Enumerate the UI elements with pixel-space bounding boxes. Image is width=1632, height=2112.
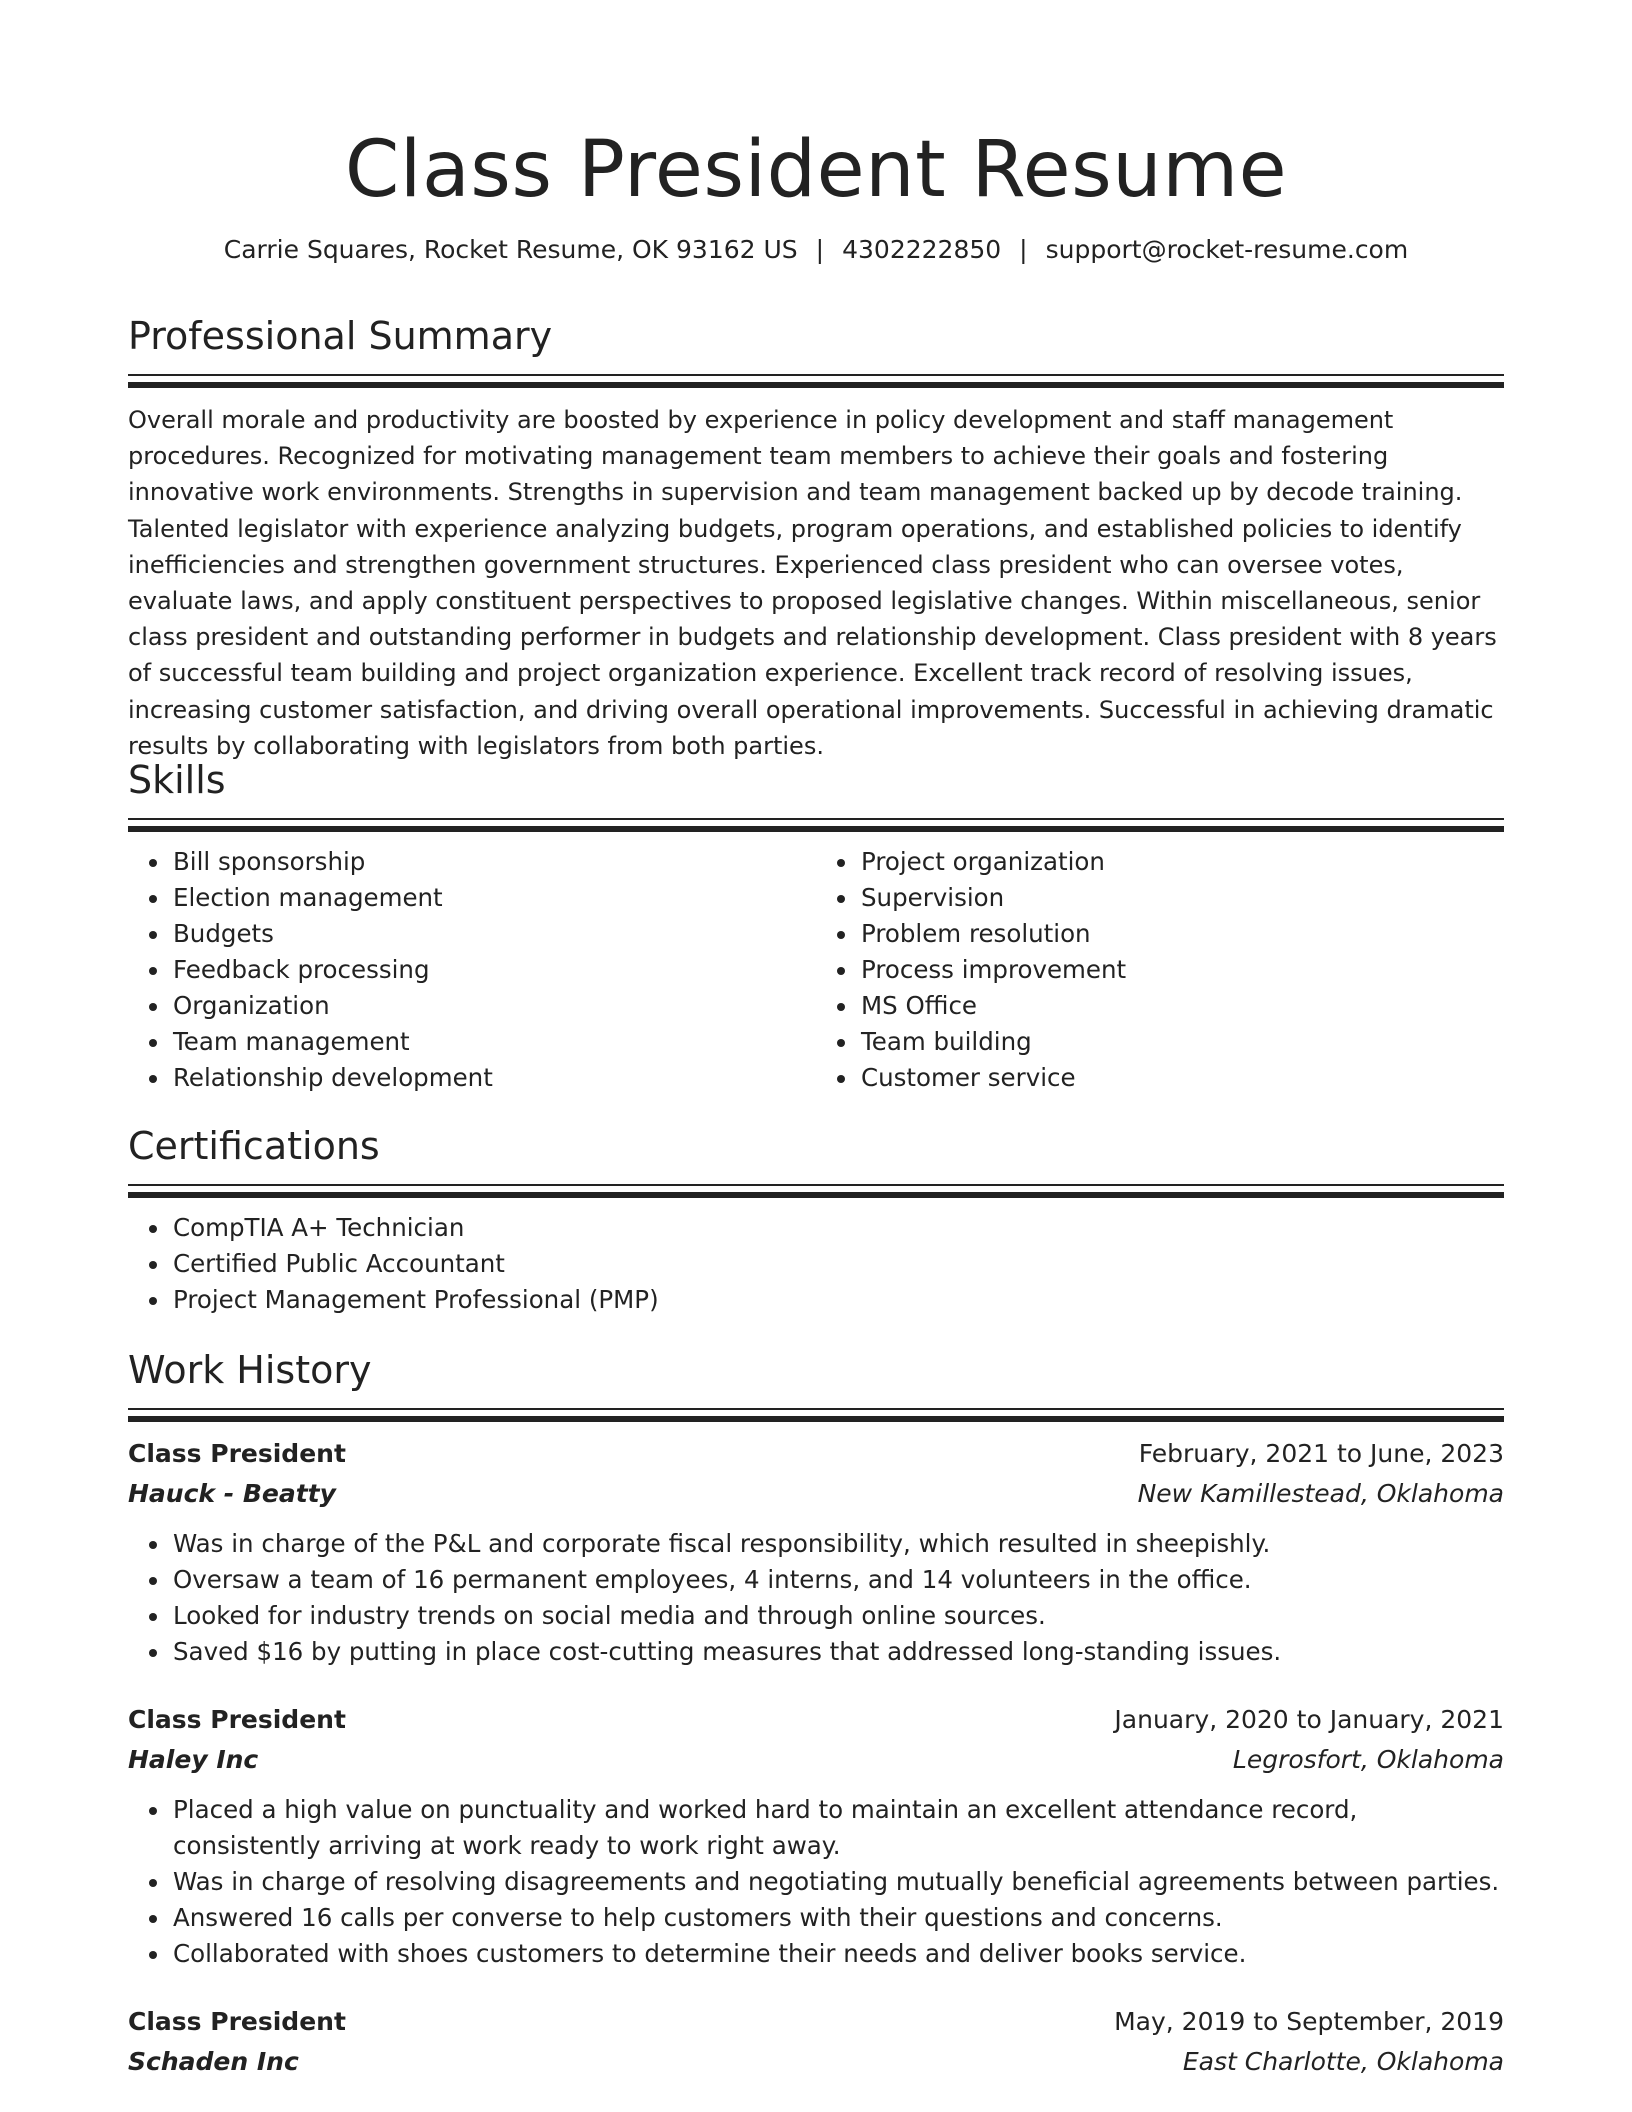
job-employer-row [128,1740,1504,1780]
contact-address: Carrie Squares, Rocket Resume, OK 93162 US [223,235,798,264]
job-employer: Haley Inc [128,1745,259,1774]
job-bullet: • Answered 16 calls per converse to help customers with their questions and concerns. [171,1900,1504,1936]
summary-heading: Professional Summary [128,314,553,358]
work-history-heading: Work History [128,1348,372,1392]
contact-separator: | [815,235,825,264]
job-title: Class President [128,1705,346,1734]
job-bullet: • Saved $16 by putting in place cost-cutting measures that addressed long-standing issues. [171,1634,1504,1670]
skill-item: • Team management [171,1024,816,1060]
contact-separator: | [1019,235,1028,264]
job-employer: Hauck - Beatty [128,1479,336,1508]
skill-item: • Project organization [859,844,1504,880]
job-header-row [128,1700,1504,1740]
summary-section [128,312,1504,764]
skill-item: • Bill sponsorship [171,844,816,880]
job-bullets [128,1526,1504,1670]
skill-item: • Organization [171,988,816,1024]
certification-item: • CompTIA A+ Technician [171,1210,1504,1246]
section-divider [128,818,1504,832]
job-bullets [128,1792,1504,1972]
job-header-row [128,2002,1504,2042]
job-employer-row [128,1474,1504,1514]
job-entry [128,1434,1504,1670]
skill-item: • Process improvement [859,952,1504,988]
job-title: Class President [128,1439,346,1468]
skill-item: • Relationship development [171,1060,816,1096]
certifications-section [128,1122,1504,1318]
job-header-row [128,1434,1504,1474]
certifications-list [128,1210,1504,1318]
section-divider [128,374,1504,388]
skill-item: • Feedback processing [171,952,816,988]
certification-item: • Certified Public Accountant [171,1246,1504,1282]
contact-line [128,232,1504,268]
skill-item: • Election management [171,880,816,916]
skills-list-left [128,844,816,1096]
job-bullet: • Placed a high value on punctuality and worked hard to maintain an excellent attendance record, consistently arriving at work ready to work right away. [171,1792,1504,1864]
section-divider [128,1184,1504,1198]
job-bullet: • Collaborated with shoes customers to determine their needs and deliver books service. [171,1936,1504,1972]
skills-grid [128,844,1504,1096]
contact-email: support@rocket-resume.com [1045,235,1409,264]
job-bullet: • Oversaw a team of 16 permanent employees, 4 interns, and 14 volunteers in the office. [171,1562,1504,1598]
skill-item: • MS Office [859,988,1504,1024]
certifications-heading: Certifications [128,1124,380,1168]
skill-item: • Supervision [859,880,1504,916]
skills-heading: Skills [128,758,226,802]
job-dates: May, 2019 to September, 2019 [1114,2007,1504,2036]
job-entry [128,1700,1504,1972]
section-divider [128,1408,1504,1422]
work-history-section [128,1346,1504,2082]
job-dates: January, 2020 to January, 2021 [1114,1705,1504,1734]
resume-title: Class President Resume [344,125,1288,215]
job-dates: February, 2021 to June, 2023 [1138,1439,1504,1468]
job-employer-row [128,2042,1504,2082]
contact-phone: 4302222850 [842,235,1002,264]
skill-item: • Budgets [171,916,816,952]
skill-item: • Problem resolution [859,916,1504,952]
skill-item: • Customer service [859,1060,1504,1096]
skills-list-right [816,844,1504,1096]
job-employer: Schaden Inc [128,2047,299,2076]
skill-item: • Team building [859,1024,1504,1060]
certification-item: • Project Management Professional (PMP) [171,1282,1504,1318]
job-location: New Kamillestead, Oklahoma [1137,1479,1504,1508]
job-entry [128,2002,1504,2082]
skills-section [128,756,1504,1096]
job-bullet: • Was in charge of resolving disagreements and negotiating mutually beneficial agreements between parties. [171,1864,1504,1900]
job-location: Legrosfort, Oklahoma [1232,1745,1504,1774]
job-title: Class President [128,2007,346,2036]
job-bullet: • Looked for industry trends on social media and through online sources. [171,1598,1504,1634]
job-location: East Charlotte, Oklahoma [1182,2047,1504,2076]
job-bullet: • Was in charge of the P&L and corporate fiscal responsibility, which resulted in sheepishly. [171,1526,1504,1562]
summary-text: Overall morale and productivity are boosted by experience in policy development and staff management procedures. Recognized for motivating management team members to achieve their goals and fostering innovative work environments. Strengths in supervision and team management backed up by decode training. Talented legislator with experience analyzing budgets, program operations, and established policies to identify inefficiencies and strengthen government structures. Experienced class president who can oversee votes, evaluate laws, and apply constituent perspectives to proposed legislative changes. Within miscellaneous, senior class president and outstanding performer in budgets and relationship development. Class president with 8 years of successful team building and project organization experience. Excellent track record of resolving issues, increasing customer satisfaction, and driving overall operational improvements. Successful in achieving dramatic results by collaborating with legislators from both parties. [128,406,1497,760]
